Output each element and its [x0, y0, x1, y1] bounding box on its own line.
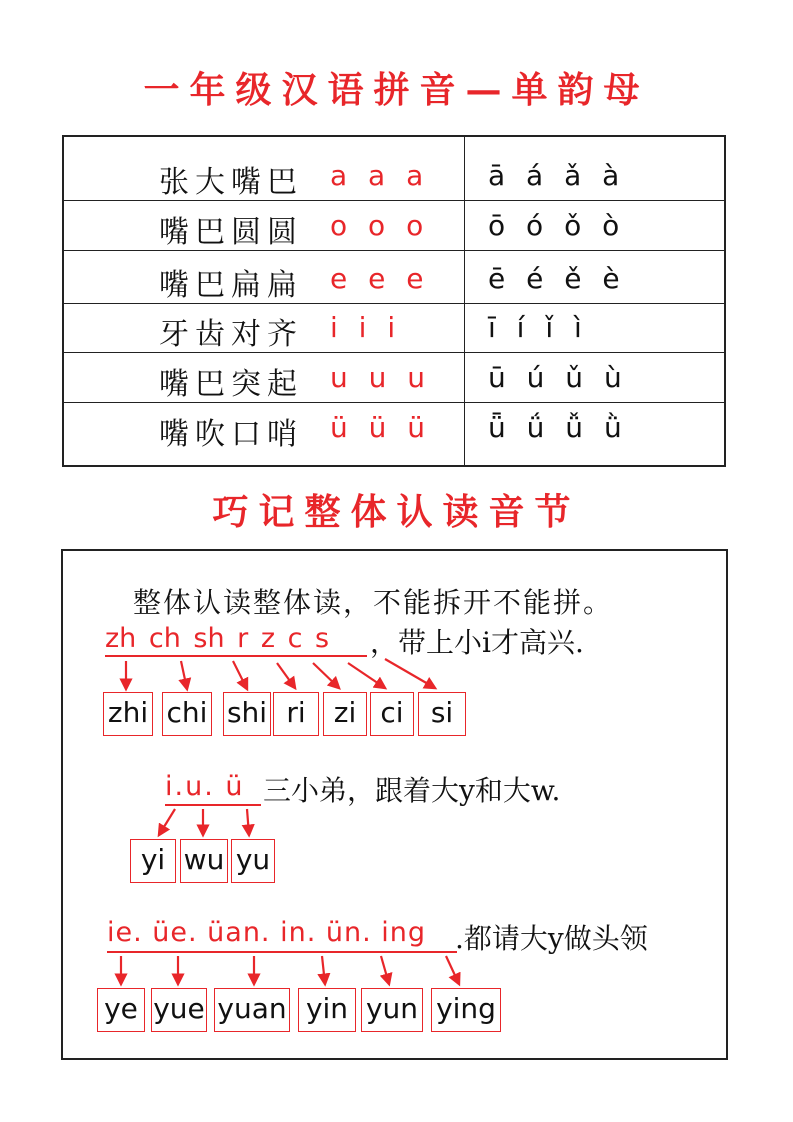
mnemonic-phrase: 嘴吹口哨	[159, 417, 303, 452]
arrow	[247, 809, 249, 835]
syllable-rules-box	[61, 549, 728, 1060]
table-row	[64, 403, 724, 453]
syllable-box: yun	[361, 988, 423, 1032]
arrow	[385, 659, 435, 688]
mnemonic-phrase: 嘴巴突起	[159, 367, 303, 402]
syllable-box: yu	[231, 839, 275, 883]
arrow-layer	[63, 551, 730, 1062]
arrow	[313, 663, 339, 688]
table-row	[64, 151, 724, 201]
syllable-box: shi	[223, 692, 271, 736]
arrow	[233, 661, 247, 689]
rhyme-line-2: ，带上小i才高兴.	[370, 626, 584, 659]
syllable-box: ci	[370, 692, 414, 736]
table-row	[64, 303, 724, 353]
rhyme-line-3: 三小弟，跟着大y和大w.	[263, 774, 561, 807]
vowel-brothers: i.u. ü	[165, 771, 245, 802]
vowel-letters: o o o	[330, 209, 426, 242]
mnemonic-phrase: 嘴巴扁扁	[159, 268, 303, 303]
tone-marks: ī í ǐ ì	[488, 311, 584, 344]
syllable-box: ye	[97, 988, 145, 1032]
mnemonic-phrase: 嘴巴圆圆	[159, 215, 303, 250]
tone-marks: ā á ǎ à	[488, 159, 622, 192]
arrow	[446, 956, 459, 984]
rhyme-line-1: 整体认读整体读，不能拆开不能拼。	[133, 586, 614, 619]
rhyme-line-4: .都请大y做头领	[455, 922, 648, 955]
syllable-box: yin	[298, 988, 356, 1032]
mnemonic-phrase: 牙齿对齐	[159, 317, 303, 352]
syllable-box: ri	[273, 692, 319, 736]
tone-marks: ū ú ǔ ù	[488, 361, 624, 394]
vowel-letters: u u u	[330, 361, 428, 394]
arrow	[348, 663, 385, 688]
syllable-box: zi	[323, 692, 367, 736]
compound-vowels: ie. üe. üan. in. ün. ing	[107, 917, 427, 948]
table-row	[64, 201, 724, 251]
table-row	[64, 254, 724, 304]
initials-list: zh ch sh r z c s	[105, 623, 330, 654]
syllable-box: yi	[130, 839, 176, 883]
vowel-letters: e e e	[330, 262, 426, 295]
arrow	[181, 661, 187, 689]
arrow	[322, 956, 325, 984]
tone-marks: ǖ ǘ ǚ ǜ	[488, 411, 624, 444]
tone-marks: ō ó ǒ ò	[488, 209, 622, 242]
single-vowel-table	[62, 135, 726, 467]
page-title: 一年级汉语拼音—单韵母	[143, 69, 650, 111]
tone-marks: ē é ě è	[488, 262, 622, 295]
arrow	[277, 663, 295, 688]
syllable-box: yue	[151, 988, 207, 1032]
syllable-box: ying	[431, 988, 501, 1032]
section-title: 巧记整体认读音节	[212, 491, 581, 533]
syllable-box: si	[418, 692, 466, 736]
syllable-box: wu	[180, 839, 228, 883]
arrow	[159, 809, 175, 835]
syllable-box: yuan	[214, 988, 290, 1032]
syllable-box: zhi	[103, 692, 153, 736]
table-row	[64, 353, 724, 403]
arrow	[381, 956, 389, 984]
vowel-letters: ü ü ü	[330, 411, 428, 444]
syllable-box: chi	[162, 692, 212, 736]
vowel-letters: a a a	[330, 159, 426, 192]
vowel-letters: i i i	[330, 311, 398, 344]
mnemonic-phrase: 张大嘴巴	[159, 165, 303, 200]
